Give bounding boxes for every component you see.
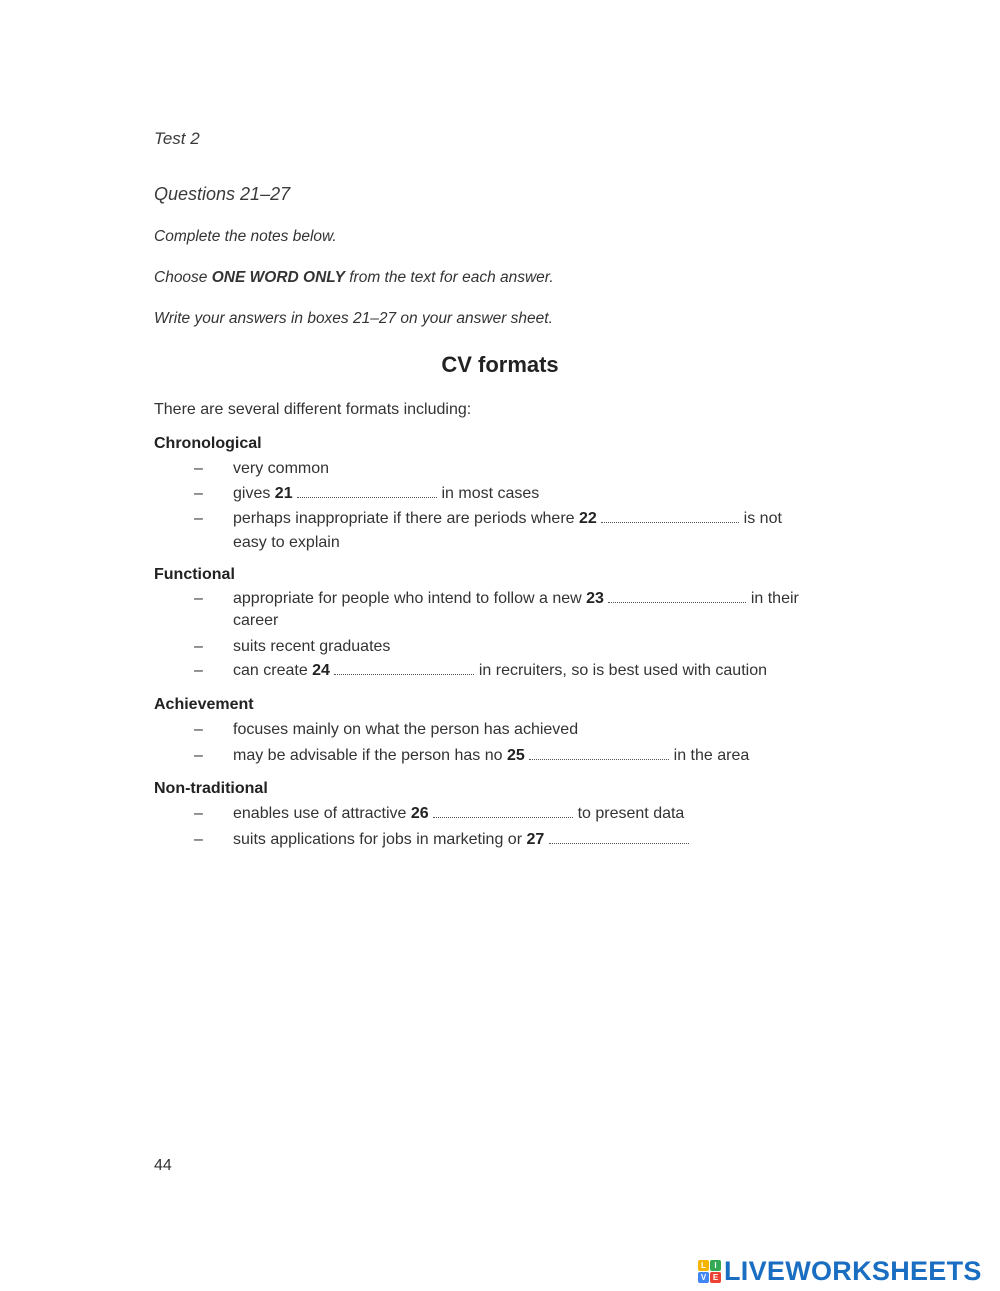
dash-bullet: – [194, 662, 203, 679]
brand-name: LIVEWORKSHEETS [724, 1256, 982, 1286]
answer-blank-27[interactable] [549, 833, 689, 844]
list-item-continuation: career [233, 612, 279, 629]
list-item: very common [233, 460, 330, 477]
list-item [233, 590, 799, 608]
list-item-continuation: easy to explain [233, 534, 340, 551]
item-text: appropriate for people who intend to follow a new [233, 590, 587, 607]
dash-bullet: – [194, 485, 203, 502]
answer-blank-26[interactable] [433, 807, 573, 818]
answer-blank-21[interactable] [297, 487, 437, 498]
instruction-line-1: Complete the notes below. [154, 228, 337, 245]
instruction-line-2 [154, 269, 554, 287]
instruction-line-2-prefix: Choose [154, 269, 212, 286]
section-heading-non-traditional: Non-traditional [154, 780, 268, 797]
item-text: perhaps inappropriate if there are periods where [233, 510, 579, 527]
item-text: to present data [573, 805, 685, 822]
item-text: gives [233, 485, 275, 502]
instruction-line-3: Write your answers in boxes 21–27 on your answer sheet. [154, 310, 553, 327]
instruction-line-2-suffix: from the text for each answer. [344, 269, 554, 286]
question-number-25: 25 [506, 747, 525, 764]
answer-blank-24[interactable] [334, 664, 474, 675]
question-number-27: 27 [526, 831, 545, 848]
intro-text: There are several different formats including: [154, 401, 472, 418]
questions-range: Questions 21–27 [154, 184, 291, 204]
answer-blank-22[interactable] [601, 512, 739, 523]
item-text: in recruiters, so is best used with caution [474, 662, 767, 679]
answer-blank-23[interactable] [608, 592, 746, 603]
question-number-24: 24 [312, 662, 330, 679]
list-item [233, 510, 782, 528]
logo-mark-icon [698, 1260, 721, 1283]
section-heading-functional: Functional [154, 566, 235, 583]
dash-bullet: – [194, 510, 203, 527]
logo-letter: I [710, 1260, 721, 1271]
dash-bullet: – [194, 805, 203, 822]
list-item [233, 805, 684, 823]
item-text: can create [233, 662, 313, 679]
list-item [233, 747, 749, 765]
dash-bullet: – [194, 460, 203, 477]
item-text: in the area [669, 747, 750, 764]
item-text: suits applications for jobs in marketing or [233, 831, 527, 848]
item-text: in most cases [437, 485, 540, 502]
section-heading-chronological: Chronological [154, 435, 262, 452]
question-number-21: 21 [274, 485, 293, 502]
question-number-22: 22 [578, 510, 597, 527]
dash-bullet: – [194, 638, 203, 655]
dash-bullet: – [194, 747, 203, 764]
list-item [233, 485, 539, 503]
logo-letter: V [698, 1272, 709, 1283]
page-number: 44 [154, 1157, 172, 1174]
dash-bullet: – [194, 831, 203, 848]
instruction-emphasis: ONE WORD ONLY [211, 269, 345, 286]
question-number-23: 23 [586, 590, 604, 607]
list-item: suits recent graduates [233, 638, 391, 655]
dash-bullet: – [194, 721, 203, 738]
list-item [233, 662, 767, 680]
dash-bullet: – [194, 590, 203, 607]
page-title: CV formats [441, 352, 559, 377]
logo-letter: E [710, 1272, 721, 1283]
logo-letter: L [698, 1260, 709, 1271]
item-text: is not [739, 510, 782, 527]
item-text: enables use of attractive [233, 805, 411, 822]
test-label: Test 2 [154, 129, 200, 148]
question-number-26: 26 [410, 805, 429, 822]
item-text: may be advisable if the person has no [233, 747, 507, 764]
item-text: in their [746, 590, 799, 607]
answer-blank-25[interactable] [529, 749, 669, 760]
list-item: focuses mainly on what the person has achieved [233, 721, 579, 738]
section-heading-achievement: Achievement [154, 696, 254, 713]
list-item [233, 831, 689, 849]
liveworksheets-logo[interactable] [698, 1256, 982, 1287]
